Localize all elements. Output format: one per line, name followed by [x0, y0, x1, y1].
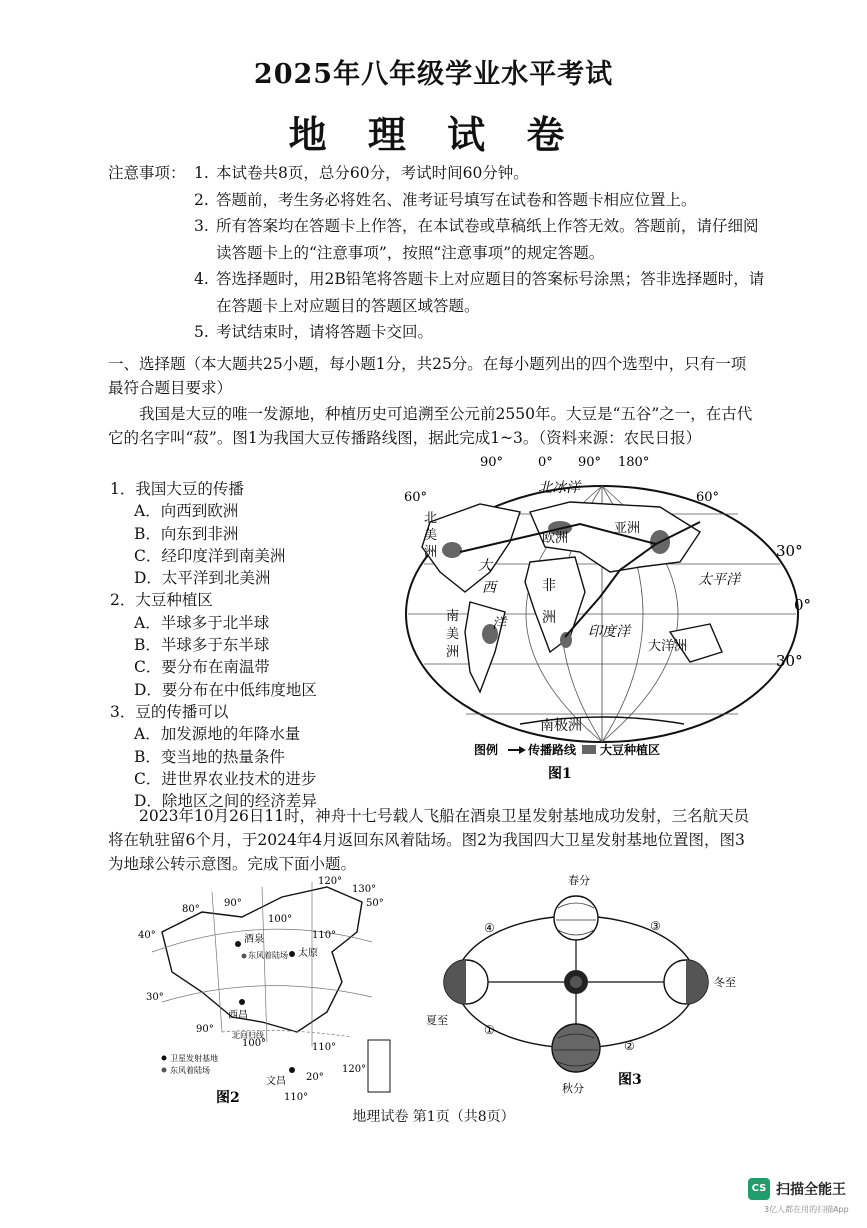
place-label: 文昌 — [266, 1076, 286, 1087]
lat-label: 30° — [776, 542, 803, 560]
question-option: D．太平洋到北美洲 — [134, 569, 271, 588]
lat-label: 60° — [696, 490, 720, 505]
coord-label: 90° — [196, 1024, 214, 1035]
lon-label: 90° — [578, 455, 602, 470]
question-option: A．半球多于北半球 — [134, 613, 270, 632]
coord-label: 100° — [242, 1038, 267, 1049]
legend-label: 图例 — [474, 743, 499, 757]
scanner-watermark — [748, 1178, 860, 1216]
coord-label: 20° — [306, 1072, 324, 1083]
region-label: 洋 — [492, 616, 506, 632]
question-option: A．向西到欧洲 — [134, 502, 239, 521]
figure1-world-map — [370, 452, 850, 792]
region-label: 北 — [424, 511, 438, 526]
question-option: C．要分布在南温带 — [134, 658, 270, 677]
legend-area-label: 大豆种植区 — [600, 743, 661, 757]
lat-label: 60° — [404, 490, 428, 505]
coord-label: 30° — [146, 992, 164, 1003]
coord-label: 130° — [352, 884, 377, 895]
region-label: 太平洋 — [698, 572, 740, 588]
region-label: 美 — [424, 528, 438, 543]
arrow-icon — [519, 746, 526, 754]
lon-label: 90° — [480, 455, 504, 470]
launch-base-marker — [289, 1067, 295, 1073]
notes-label: 注意事项： — [108, 164, 186, 182]
region-label: 南极洲 — [540, 718, 582, 734]
figure3-revolution-diagram — [418, 870, 748, 1100]
question-stem: 3．豆的传播可以 — [110, 702, 229, 721]
question-option: A．加发源地的年降水量 — [134, 725, 301, 744]
coord-label: 110° — [312, 930, 337, 941]
question-option: B．向东到非洲 — [134, 524, 239, 543]
place-label: 太原 — [298, 948, 318, 959]
passage-soybean: 我国是大豆的唯一发源地，种植历史可追溯至公元前2550年。大豆是“五谷”之一，在古代它的名字叫“菽”。图1为我国大豆传播路线图，据此完成1~3。（资料来源：农民日报） — [108, 405, 753, 447]
position-label: 秋分 — [562, 1082, 584, 1095]
region-label: 大洋洲 — [648, 639, 688, 654]
coord-label: 120° — [318, 876, 343, 887]
region-label: 大 — [478, 558, 492, 574]
lat-label: 0° — [794, 596, 812, 614]
legend-landing-marker — [162, 1068, 167, 1073]
south-sea-inset — [368, 1040, 390, 1092]
place-label: 北回归线 — [232, 1031, 264, 1040]
scanner-name: 扫描全能王 — [776, 1182, 846, 1198]
legend-route-label: 传播路线 — [528, 743, 577, 757]
position-label: 夏至 — [426, 1014, 448, 1027]
night-side — [686, 960, 708, 1004]
region-label: 美 — [446, 627, 460, 642]
coord-label: 100° — [268, 914, 293, 925]
question-option: C．进世界农业技术的进步 — [134, 769, 317, 788]
question-stem: 2．大豆种植区 — [110, 591, 213, 610]
coord-label: 80° — [182, 904, 200, 915]
region-label: 洲 — [446, 645, 460, 660]
question-stem: 1．我国大豆的传播 — [110, 480, 244, 498]
notes-item: 5. 考试结束时，请将答题卡交回。 — [194, 323, 434, 341]
position-label: 春分 — [568, 874, 590, 887]
figure2-launch-base-map — [132, 872, 404, 1104]
segment-marker: ④ — [484, 921, 495, 935]
legend-label: 卫星发射基地 — [170, 1054, 218, 1063]
paper-title: 地 理 试 卷 — [288, 112, 579, 157]
question-option: D．除地区之间的经济差异 — [134, 792, 317, 811]
region-label: 洲 — [424, 545, 438, 560]
launch-base-marker — [235, 941, 241, 947]
section-heading: 一、选择题（本大题共25小题，每小题1分，共25分。在每小题列出的四个选型中，只有一项最符合题目要求） — [108, 355, 747, 397]
passage-shenzhou: 2023年10月26日11时，神舟十七号载人飞船在酒泉卫星发射基地成功发射，三名航天员将在轨驻留6个月，于2024年4月返回东风着陆场。图2为我国四大卫星发射基地位置图，图3为地球公转示意图。完成下面小题。 — [108, 807, 750, 873]
notes-item: 1. 本试卷共8页，总分60分，考试时间60分钟。 — [194, 164, 529, 182]
region-label: 北冰洋 — [538, 480, 580, 496]
region-label: 亚洲 — [614, 521, 641, 536]
coord-label: 110° — [284, 1092, 309, 1103]
soy-area — [442, 542, 462, 558]
segment-marker: ③ — [650, 919, 661, 933]
notes-block — [108, 160, 768, 346]
legend-area-swatch — [582, 745, 596, 754]
place-label: 西昌 — [228, 1010, 248, 1021]
landing-site-marker — [242, 954, 247, 959]
lon-label: 0° — [538, 455, 553, 470]
africa-outline — [525, 557, 585, 652]
region-label: 欧洲 — [542, 531, 569, 546]
region-label: 西 — [482, 580, 496, 596]
place-label: 酒泉 — [244, 934, 264, 945]
place-label: 东风着陆场 — [248, 951, 288, 960]
region-label: 印度洋 — [588, 624, 630, 640]
legend-base-marker — [162, 1056, 167, 1061]
launch-base-marker — [239, 999, 245, 1005]
lon-label: 180° — [618, 455, 650, 470]
figure2-caption: 图2 — [216, 1090, 240, 1104]
notes-item: 4. 答选择题时，用2B铅笔将答题卡上对应题目的答案标号涂黑；答非选择题时，请在答题卡上对应题目的答题区域答题。 — [194, 270, 765, 315]
region-label: 洲 — [542, 610, 556, 626]
coord-label: 90° — [224, 898, 242, 909]
coord-label: 40° — [138, 930, 156, 941]
legend-label: 东风着陆场 — [170, 1066, 210, 1075]
segment-marker: ② — [624, 1039, 635, 1053]
question-option: B．变当地的热量条件 — [134, 747, 285, 766]
coord-label: 50° — [366, 898, 384, 909]
region-label: 南 — [446, 609, 460, 624]
coord-label: 120° — [342, 1064, 367, 1075]
lat-label: 30° — [776, 652, 803, 670]
question-option: C．经印度洋到南美洲 — [134, 546, 286, 565]
segment-marker: ① — [484, 1023, 495, 1037]
launch-base-marker — [289, 951, 295, 957]
figure1-caption: 图1 — [548, 766, 572, 782]
notes-item: 3. 所有答案均在答题卡上作答，在本试卷或草稿纸上作答无效。答题前，请仔细阅读答题卡上的“注意事项”，按照“注意事项”的规定答题。 — [194, 217, 759, 262]
question-option: D．要分布在中低纬度地区 — [134, 680, 317, 699]
figure3-caption: 图3 — [618, 1072, 642, 1088]
sun-core — [570, 976, 582, 988]
position-label: 冬至 — [714, 976, 736, 989]
notes-item: 2. 答题前，考生务必将姓名、准考证号填写在试卷和答题卡相应位置上。 — [194, 190, 697, 209]
night-side — [444, 960, 466, 1004]
questions-block — [110, 478, 360, 812]
question-option: B．半球多于东半球 — [134, 636, 270, 655]
region-label: 非 — [542, 578, 556, 594]
coord-label: 110° — [312, 1042, 337, 1053]
exam-title: 2025年八年级学业水平考试 — [253, 59, 614, 90]
page-footer: 地理试卷 第1页（共8页） — [352, 1109, 515, 1125]
scanner-logo-icon: CS — [748, 1178, 770, 1200]
earth-globe — [552, 1024, 600, 1072]
scanner-slogan: 3亿人都在用的扫描App — [764, 1205, 849, 1214]
